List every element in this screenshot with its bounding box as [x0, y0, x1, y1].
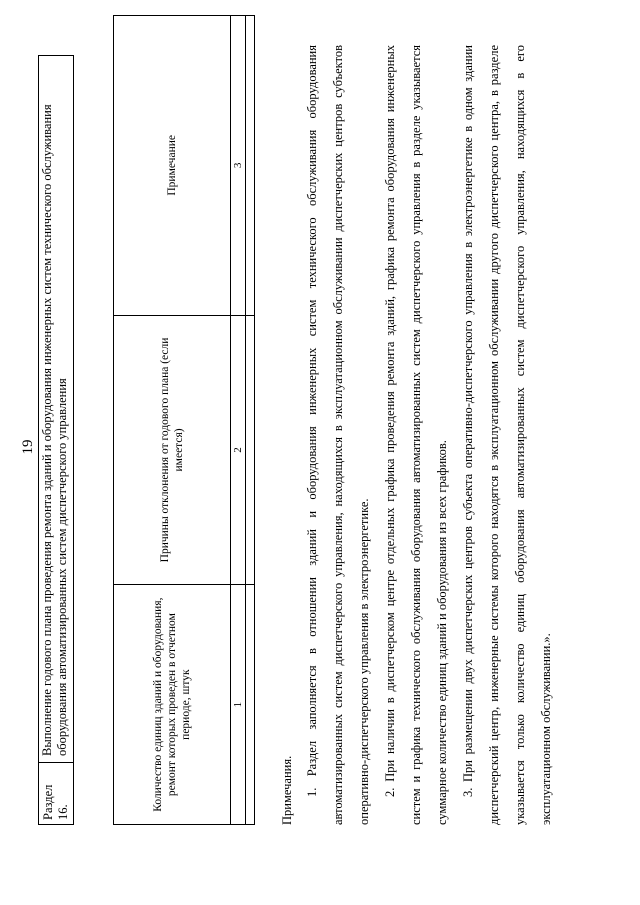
section-header	[38, 55, 74, 825]
table-cell	[246, 585, 255, 825]
column-number: 1	[231, 585, 246, 825]
note-item: 2. При наличии в диспетчерском центре отдельных графика проведения ремонта зданий, графика ремонта оборудования инженерных систем и графика технического обслуживания оборудования автоматизированных систем диспетчерского управления в разделе указывается суммарное количество единиц зданий и оборудования из всех графиков.	[383, 45, 449, 825]
notes-title: Примечания.	[280, 755, 294, 825]
header-count: Количество единиц зданий и оборудования, ремонт которых проведен в отчетном периоде, штук	[114, 585, 231, 825]
note-item: 3. При размещении двух диспетчерских центров субъекта оперативно-диспетчерского управления в электроэнергетике в одном здании диспетчерский центр, инженерные системы которого находятся в эксплуатационном обслуживании другого диспетчерского центра, в разделе указывается только количество единиц оборудования автоматизированных систем диспетчерского управления, находящихся в его эксплуатационном обслуживании.».	[461, 45, 553, 825]
table-cell	[246, 315, 255, 585]
page-number: 19	[20, 439, 36, 455]
header-reasons: Причины отклонения от годового плана (если имеется)	[114, 315, 231, 585]
column-number: 3	[231, 16, 246, 316]
report-table	[113, 15, 255, 825]
section-title: Выполнение годового плана проведения ремонта зданий и оборудования инженерных систем технического обслуживания оборудования автоматизированных систем диспетчерского управления	[40, 104, 69, 756]
column-number: 2	[231, 315, 246, 585]
header-note: Примечание	[114, 16, 231, 316]
note-item: 1. Раздел заполняется в отношении зданий и оборудования инженерных систем технического обслуживания оборудования автоматизированных систем диспетчерского управления, находящихся в эксплуатационном обслуживании диспетчерских центров субъектов оперативно-диспетчерского управления в электроэнергетике.	[305, 45, 371, 825]
notes	[280, 45, 559, 825]
table-cell	[246, 16, 255, 316]
section-label: Раздел 16.	[39, 762, 73, 824]
